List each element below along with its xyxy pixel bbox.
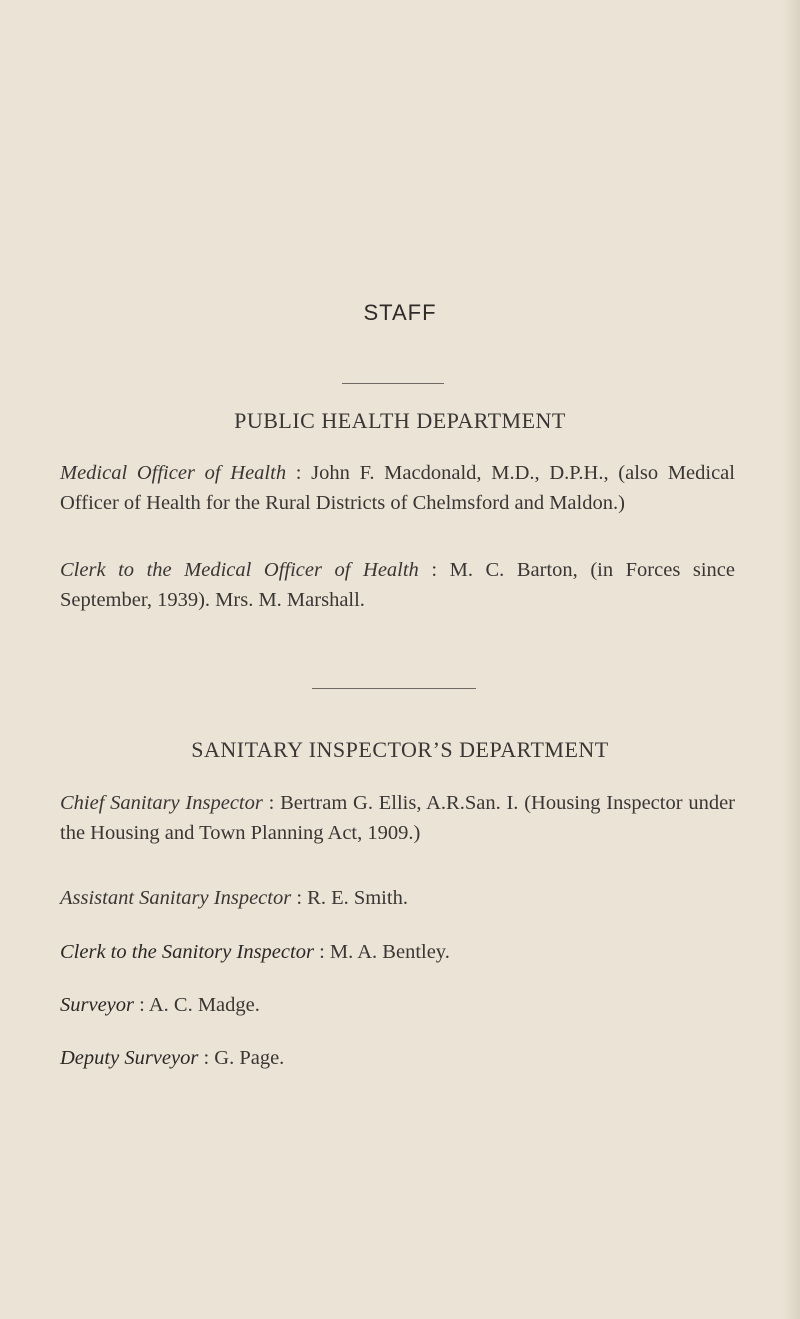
entry-text: Bertram G. Ellis, A.R.San. I. (Housing Inspector under the Housing and Town Planning Act, 1909.) <box>60 792 736 844</box>
entry-role: Chief Sanitary Inspector <box>60 792 263 814</box>
entry-text: A. C. Madge. <box>148 994 260 1016</box>
entry-separator: : <box>291 887 308 909</box>
entry-text: M. A. Bentley. <box>329 941 450 963</box>
entry-separator: : <box>134 994 149 1016</box>
entry-deputy-surveyor <box>60 1043 740 1073</box>
page-edge-shadow <box>782 0 800 1319</box>
entry-role: Clerk to the Medical Officer of Health <box>60 559 419 581</box>
section-heading-sanitary-inspector: SANITARY INSPECTOR’S DEPARTMENT <box>191 737 609 762</box>
divider-rule <box>342 383 444 384</box>
divider-rule <box>312 688 476 689</box>
entry-separator: : <box>198 1047 215 1069</box>
entry-surveyor <box>60 990 740 1020</box>
section-heading-public-health: PUBLIC HEALTH DEPARTMENT <box>234 408 566 433</box>
entry-clerk-sanitory-inspector <box>60 937 740 967</box>
page-title: STAFF <box>363 300 437 325</box>
entry-role: Clerk to the Sanitory Inspector <box>60 941 314 963</box>
entry-separator: : <box>262 792 281 814</box>
entry-clerk-medical-officer <box>60 555 735 615</box>
entry-text: John F. Macdonald, M.D., D.P.H., (also Medical Officer of Health for the Rural Districts of Chelmsford and Maldon.) <box>60 462 735 514</box>
entry-separator: : <box>418 559 450 581</box>
entry-separator: : <box>286 462 312 484</box>
entry-chief-sanitary-inspector <box>60 788 735 848</box>
entry-assistant-sanitary-inspector <box>60 883 740 913</box>
entry-text: R. E. Smith. <box>307 887 408 909</box>
entry-role: Assistant Sanitary Inspector <box>60 887 292 909</box>
entry-role: Medical Officer of Health <box>60 462 287 484</box>
entry-text: M. C. Barton, (in Forces since September, 1939). Mrs. M. Marshall. <box>60 559 735 611</box>
entry-medical-officer <box>60 458 735 518</box>
entry-text: G. Page. <box>214 1047 285 1069</box>
entry-separator: : <box>313 941 330 963</box>
entry-role: Deputy Surveyor <box>60 1047 199 1069</box>
entry-role: Surveyor <box>60 994 135 1016</box>
